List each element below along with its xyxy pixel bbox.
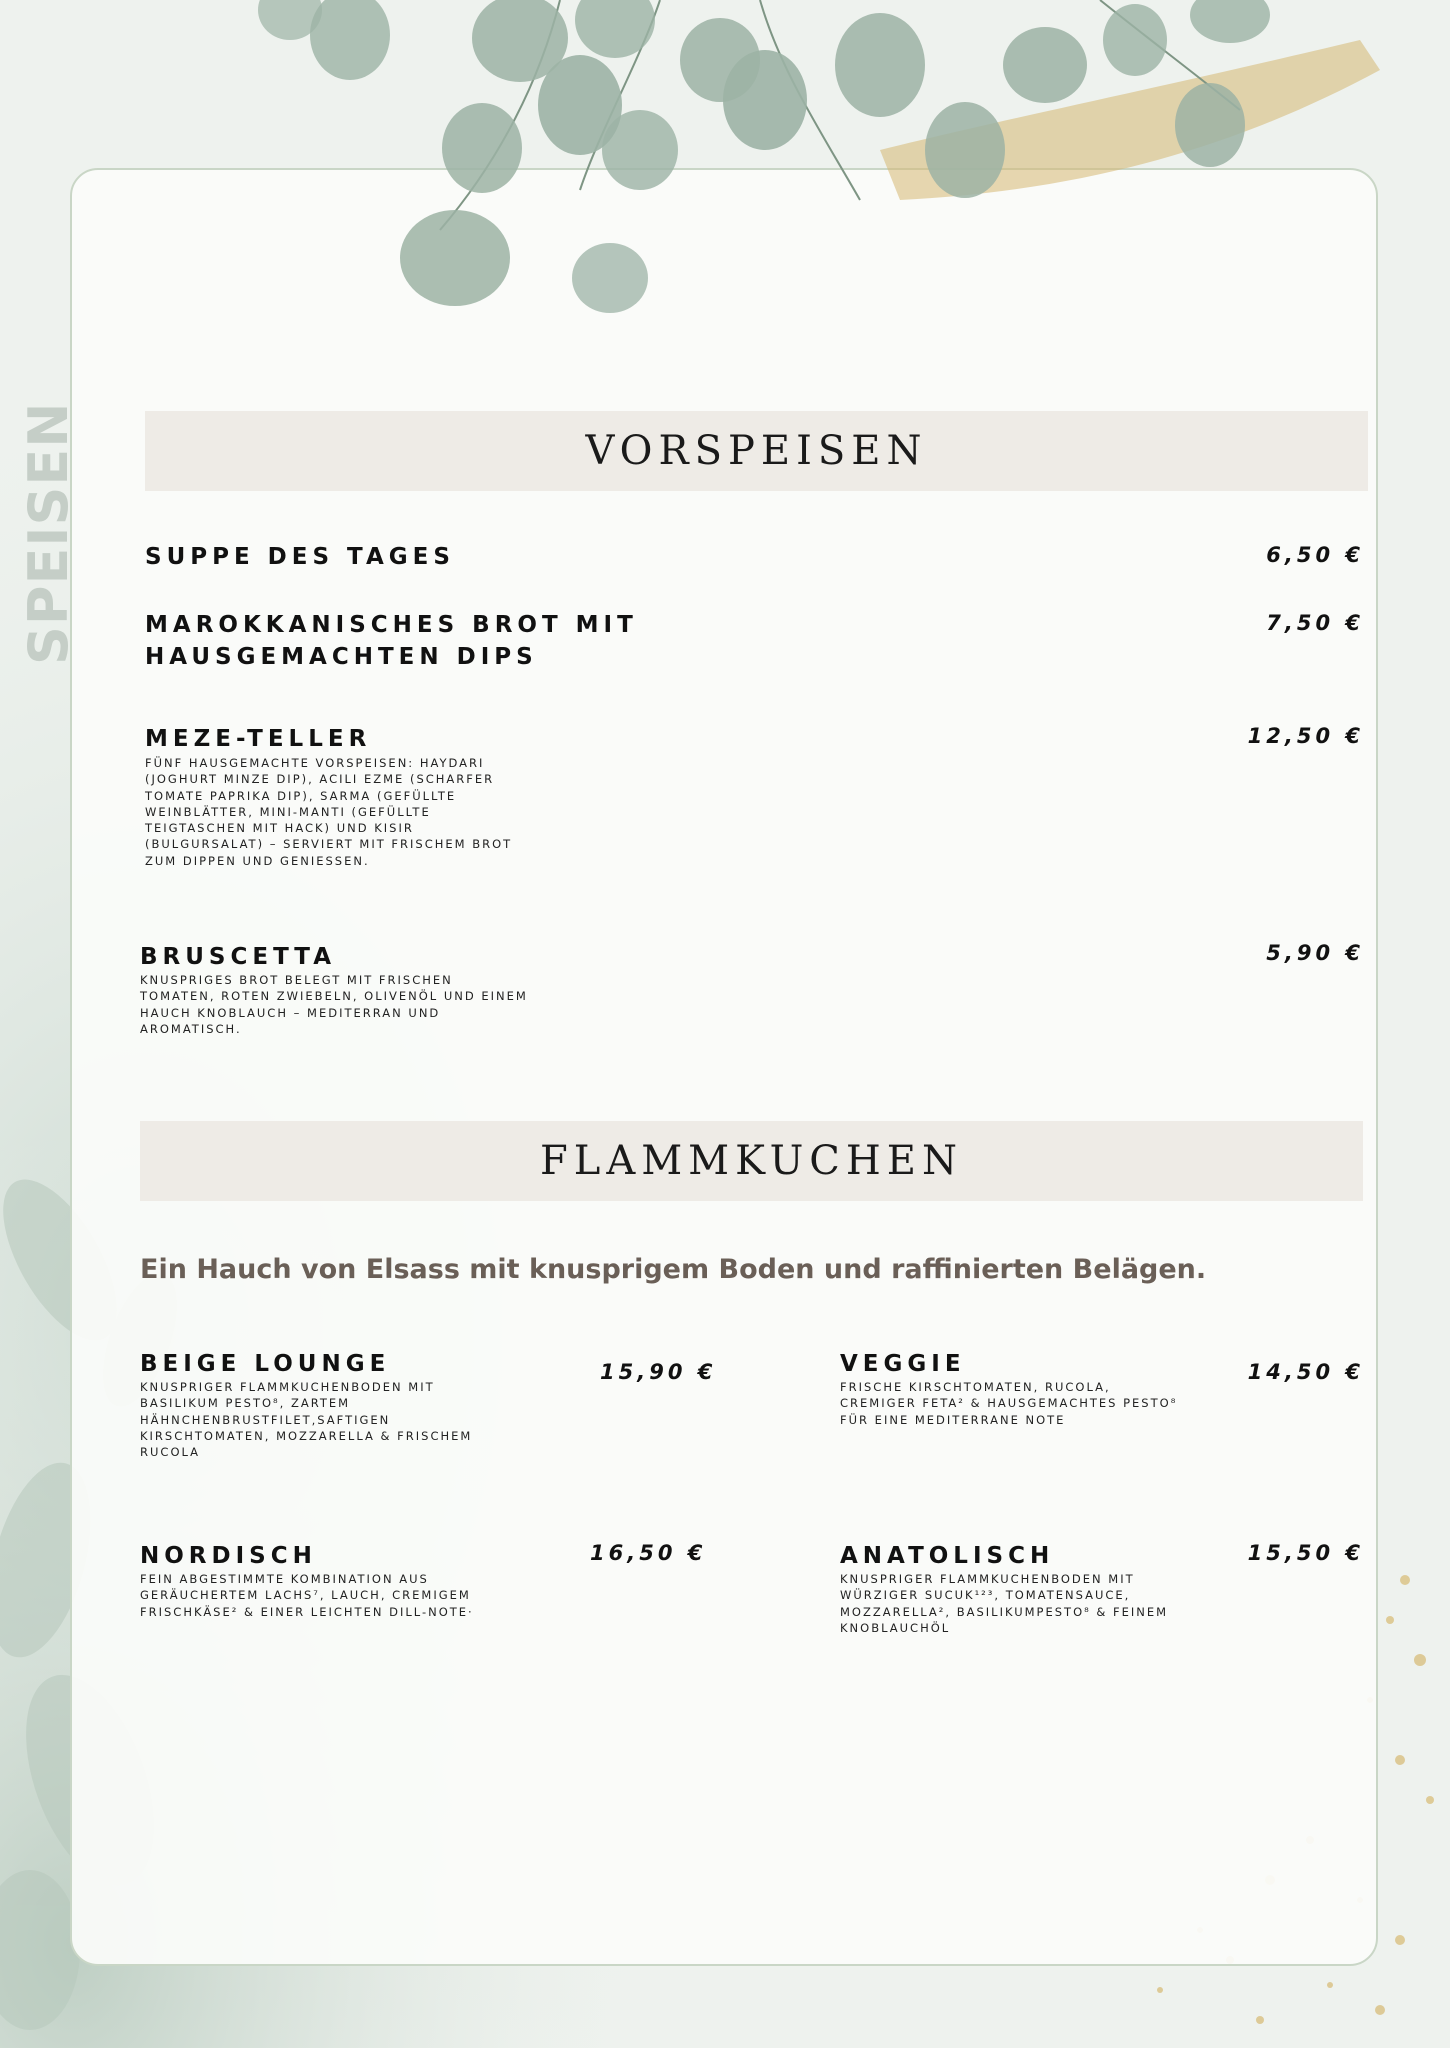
flammkuchen-tagline: Ein Hauch von Elsass mit knusprigem Boden und raffinierten Belägen. — [140, 1254, 1207, 1285]
item-price-beige-lounge: 15,90 € — [600, 1360, 717, 1384]
item-desc-beige-lounge: KNUSPRIGER FLAMMKUCHENBODEN MIT BASILIKUM PESTO⁸, ZARTEM HÄHNCHENBRUSTFILET,SAFTIGEN KIRSCHTOMATEN, MOZZARELLA & FRISCHEM RUCOLA — [140, 1380, 473, 1460]
flammkuchen-heading: FLAMMKUCHEN — [540, 1138, 963, 1184]
item-desc-anatolisch: KNUSPRIGER FLAMMKUCHENBODEN MIT WÜRZIGER SUCUK¹²³, TOMATENSAUCE, MOZZARELLA², BASILIKUMPESTO⁸ & FEINEM KNOBLAUCHÖL — [840, 1572, 1169, 1635]
side-title-speisen: SPEISEN — [17, 401, 80, 665]
flammkuchen-heading-band — [140, 1121, 1363, 1201]
item-name-veggie: VEGGIE — [840, 1351, 966, 1377]
item-desc-nordisch: FEIN ABGESTIMMTE KOMBINATION AUS GERÄUCHERTEM LACHS⁷, LAUCH, CREMIGEM FRISCHKÄSE² & EINER LEICHTEN DILL-NOTE· — [140, 1572, 474, 1619]
item-price-nordisch: 16,50 € — [590, 1541, 707, 1565]
item-name-meze-teller: MEZE-TELLER — [145, 726, 372, 752]
vorspeisen-heading: VORSPEISEN — [585, 428, 928, 474]
item-name-suppe: SUPPE DES TAGES — [145, 544, 455, 570]
item-desc-bruscetta: KNUSPRIGES BROT BELEGT MIT FRISCHEN TOMATEN, ROTEN ZWIEBELN, OLIVENÖL UND EINEM HAUCH KNOBLAUCH – MEDITERRAN UND AROMATISCH. — [140, 973, 528, 1036]
item-price-suppe: 6,50 € — [1266, 543, 1364, 567]
item-name-marokkanisches-brot: MAROKKANISCHES BROT MIT HAUSGEMACHTEN DIPS — [145, 612, 638, 670]
item-name-beige-lounge: BEIGE LOUNGE — [140, 1351, 391, 1377]
item-price-marokkanisches-brot: 7,50 € — [1266, 611, 1364, 635]
item-desc-meze-teller: FÜNF HAUSGEMACHTE VORSPEISEN: HAYDARI (JOGHURT MINZE DIP), ACILI EZME (SCHARFER TOMATE PAPRIKA DIP), SARMA (GEFÜLLTE WEINBLÄTTER, MINI-MANTI (GEFÜLLTE TEIGTASCHEN MIT HACK) UND KISIR (BULGURSALAT) – SERVIERT MIT FRISCHEM BROT ZUM DIPPEN UND GENIESSEN. — [145, 756, 513, 868]
item-name-nordisch: NORDISCH — [140, 1543, 317, 1569]
item-name-bruscetta: BRUSCETTA — [140, 944, 336, 970]
item-price-veggie: 14,50 € — [1247, 1360, 1364, 1384]
item-desc-veggie: FRISCHE KIRSCHTOMATEN, RUCOLA, CREMIGER FETA² & HAUSGEMACHTES PESTO⁸ FÜR EINE MEDITERRANE NOTE — [840, 1380, 1178, 1427]
item-price-anatolisch: 15,50 € — [1247, 1541, 1364, 1565]
item-price-bruscetta: 5,90 € — [1266, 941, 1364, 965]
item-price-meze-teller: 12,50 € — [1247, 724, 1364, 748]
vorspeisen-heading-band — [145, 411, 1368, 491]
eucalyptus-leaves-decoration — [0, 0, 1450, 330]
item-name-anatolisch: ANATOLISCH — [840, 1543, 1055, 1569]
